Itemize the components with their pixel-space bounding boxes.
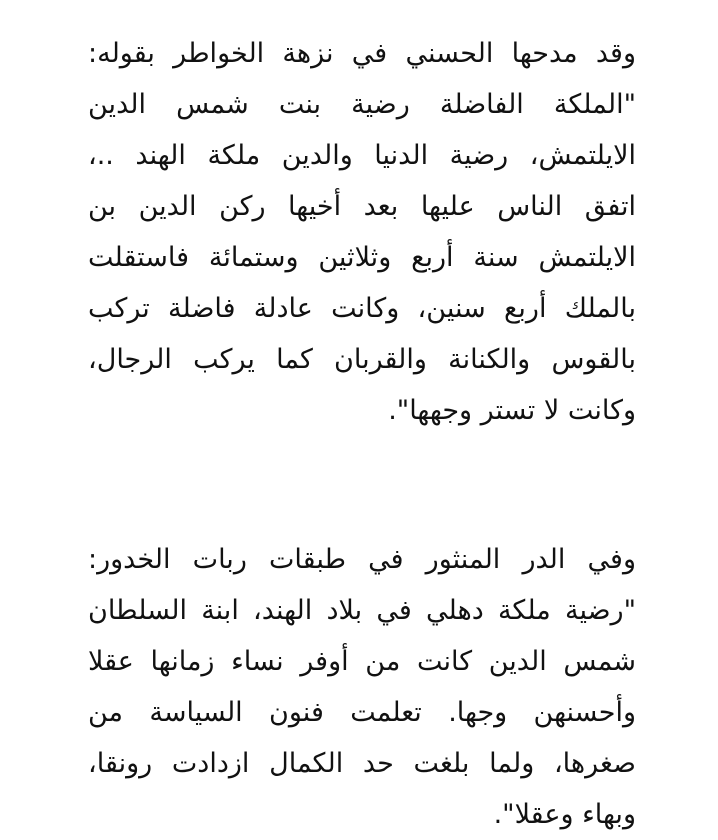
- document-page: [88, 24, 636, 830]
- text-line: صغرها، ولما بلغت حد الكمال ازدادت رونقا،: [88, 748, 636, 779]
- text-line: بالملك أربع سنين، وكانت عادلة فاضلة تركب: [88, 293, 636, 324]
- text-line: وبهاء وعقلا".: [493, 799, 636, 830]
- text-line: بالقوس والكنانة والقربان كما يركب الرجال،: [88, 344, 636, 375]
- text-line: الايلتمش، رضية الدنيا والدين ملكة الهند ..،: [88, 140, 636, 171]
- paragraph-hasani-quote: [88, 28, 636, 436]
- text-line: شمس الدين كانت من أوفر نساء زمانها عقلا: [88, 646, 636, 677]
- text-line: الايلتمش سنة أربع وثلاثين وستمائة فاستقلت: [88, 242, 636, 273]
- text-line: وفي الدر المنثور في طبقات ربات الخدور:: [88, 544, 636, 575]
- text-line: وأحسنهن وجها. تعلمت فنون السياسة من: [88, 697, 636, 728]
- text-line: اتفق الناس عليها بعد أخيها ركن الدين بن: [88, 191, 636, 222]
- text-line: "رضية ملكة دهلي في بلاد الهند، ابنة السلطان: [88, 595, 636, 626]
- text-line: وقد مدحها الحسني في نزهة الخواطر بقوله:: [88, 38, 636, 69]
- paragraph-durr-quote: [88, 534, 636, 840]
- text-line: وكانت لا تستر وجهها".: [388, 395, 636, 426]
- text-line: "الملكة الفاضلة رضية بنت شمس الدين: [88, 89, 636, 120]
